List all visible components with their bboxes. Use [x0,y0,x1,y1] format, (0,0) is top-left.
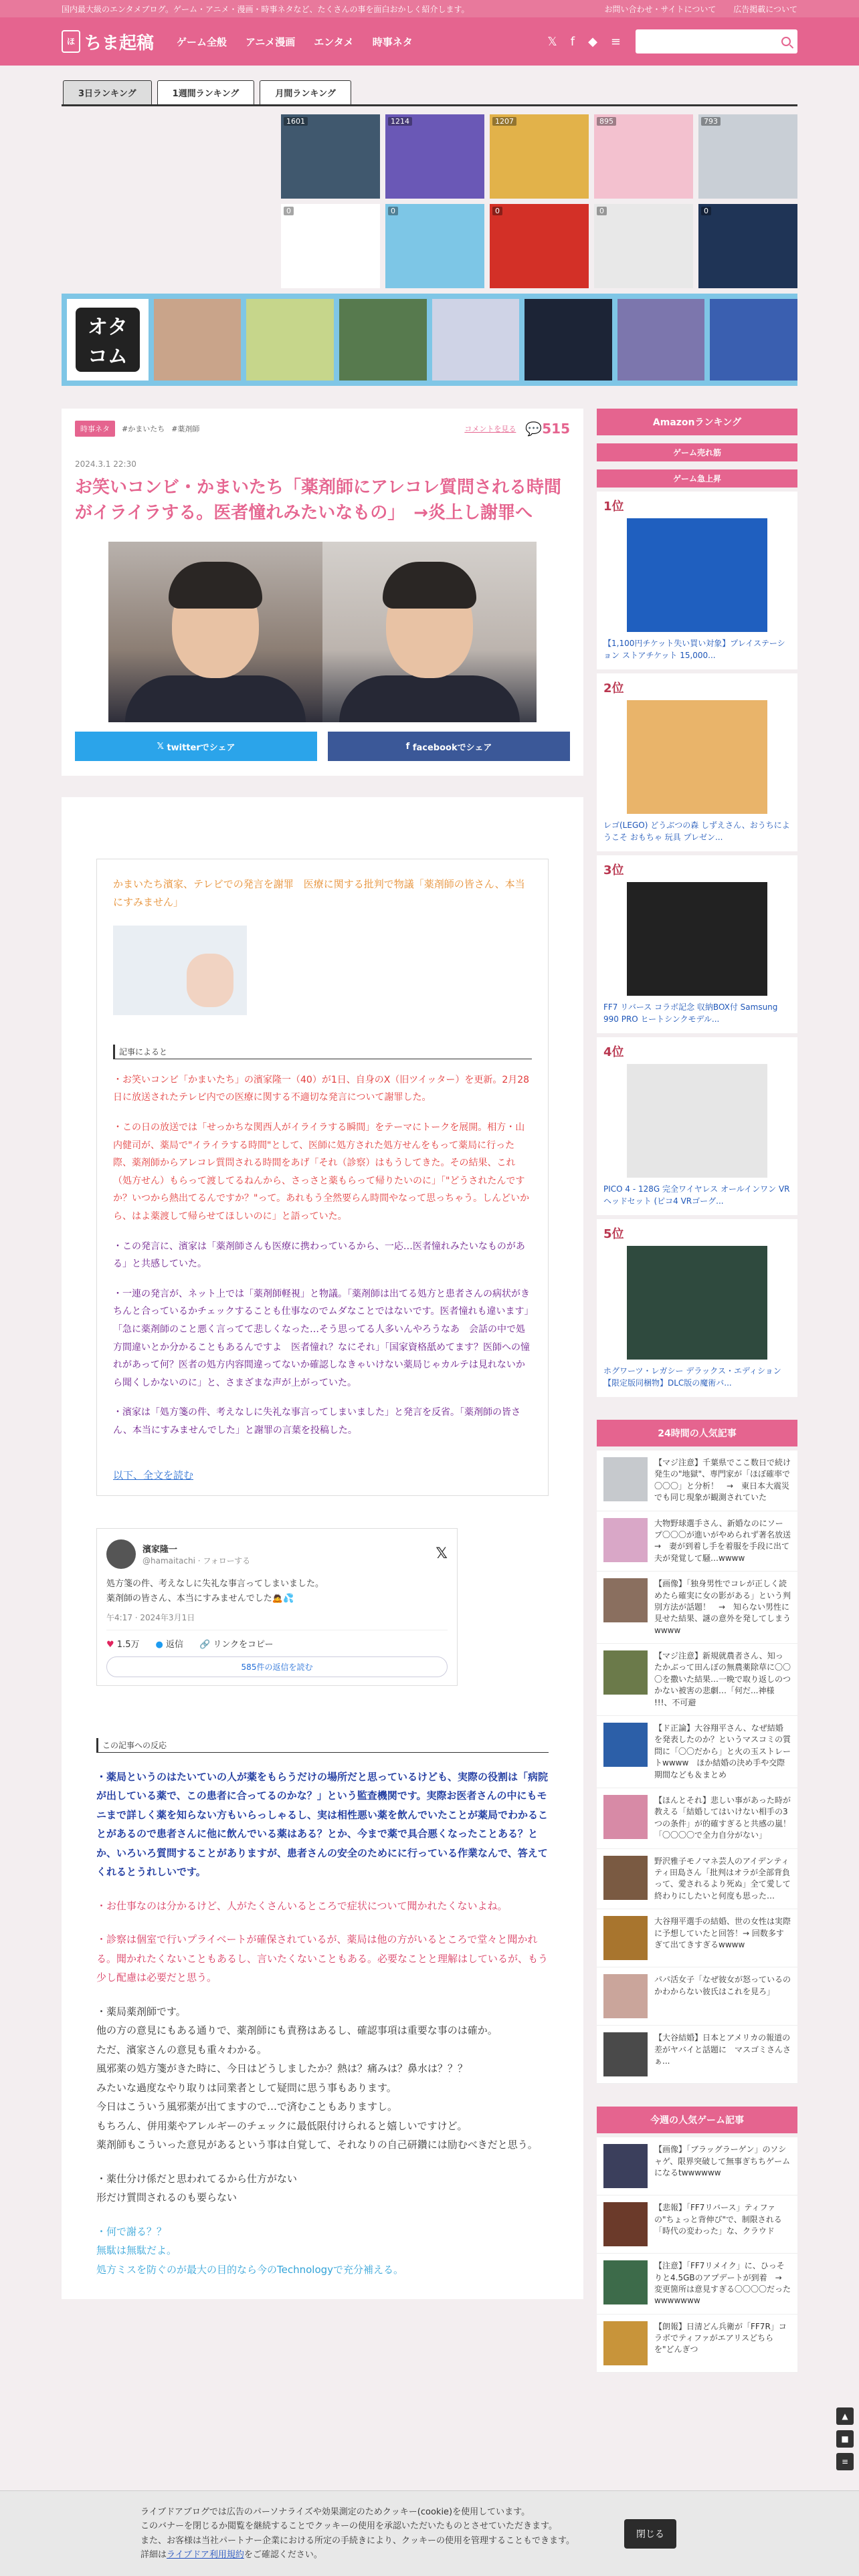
comment-count: 💬515 [525,421,570,437]
article-thumb [603,1518,648,1562]
product-title[interactable]: PICO 4 - 128G 完全ワイヤレス オールインワン VRヘッドセット (ピコ4 VRゴーグ... [603,1184,790,1206]
ranking-thumb[interactable] [490,114,589,199]
reaction-label: この記事への反応 [96,1738,549,1753]
popular-block [597,1420,797,2084]
article-link[interactable]: パパ活女子「なぜ彼女が怒っているのかわからない彼氏はこれを見ろ」 [654,1975,791,1996]
amazon-items [597,492,797,1397]
amazon-item[interactable] [597,492,797,669]
facebook-icon: f [405,741,413,752]
view-count: 0 [597,207,607,215]
list-item[interactable] [597,2254,797,2315]
product-title[interactable]: レゴ(LEGO) どうぶつの森 しずえさん、おうちにようこそ おもちゃ 玩具 プレゼン... [603,821,790,842]
comment-link[interactable]: コメントを見る [464,425,516,433]
list-item[interactable] [597,1909,797,1967]
twitter-share-button[interactable]: 𝕏 twitterでシェア [75,732,317,761]
article-link[interactable]: 大物野球選手さん、新婚なのにソープ〇〇〇が進いがやめられず著名放送 → 妻が到着し手を着服を手段に出て夫が発覚して騒…wwww [654,1518,799,1563]
heart-icon: ♥ [106,1639,114,1650]
list-item[interactable] [597,2195,797,2254]
read-replies-button[interactable]: 585件の返信を読む [106,1656,448,1677]
list-item[interactable] [597,1511,797,1572]
article-link[interactable]: 【マジ注意】千葉県でここ数日で続け発生の"地獄"、専門家が「ほぼ確率で〇〇〇」と分析！ → 東日本大震災でも同じ現象が観測されていた [654,1458,791,1503]
article-thumb [603,1856,648,1900]
search-input[interactable] [642,37,781,47]
article-link[interactable]: 【ほんとそれ】悲しい事があった時が教える「結婚してはいけない相手の3つの条件」が的確すぎると共感の嵐！「〇〇〇〇で全力自分がない」 [654,1795,791,1840]
article-thumb [603,1795,648,1839]
product-image[interactable] [627,1064,767,1178]
read-more-link[interactable]: 以下、全文を読む [113,1469,194,1481]
tab-game-bestseller[interactable]: ゲーム売れ筋 [597,443,797,461]
embedded-tweet[interactable] [96,1528,458,1686]
list-item[interactable] [597,1967,797,2026]
cookie-close-button[interactable]: 閉じる [624,2519,676,2549]
amazon-item[interactable] [597,673,797,851]
cookie-text: ライブドアブログでは広告のパーソナライズや効果測定のためクッキー(cookie)を使用しています。 このバナーを閉じるか閲覧を継続することでクッキーの使用を承認いただいたものとさせていただきます。 また、お客様は当社パートナー企業における所定の手続きにより、クッキーの使用を管理することもできます。 詳細はライブドア利用規約をご確認ください。 [140,2506,575,2560]
hero-photo-left [108,542,322,722]
game-articles-title: 今週の人気ゲーム記事 [597,2107,797,2133]
share-buttons [75,732,570,761]
article-link[interactable]: 大谷翔平選手の結婚、世の女性は実際に予想していたと回答！→ 回数多すぎて出てきすぎるwwww [654,1917,791,1949]
search-box[interactable] [636,29,797,53]
product-title[interactable]: FF7 リバース コラボ記念 収納BOX付 Samsung 990 PRO ヒートシンクモデル... [603,1002,778,1024]
product-image[interactable] [627,882,767,996]
view-count: 895 [597,117,616,126]
rss-icon[interactable]: ≡ [610,34,621,49]
article-header-card [62,409,583,776]
reaction-comment: ・薬局というのはたいていの人が薬をもらうだけの場所だと思っているけども、実際の役割は「病院が出している薬で、この患者に合ってるのかな？」という監査機関です。実際お医者さんの中にもモニまで詳しく薬を知らない方もいらっしゃるし、実は相性悪い薬を飲んでいたことが薬局でわかることがあるので患者さんに他に飲んでいる薬はある？とか、今まで薬で具合悪くなったことある？とか、いろいろ質問することがありますが、患者さんの安全のためにに行っている作業なんで、答えてくれるとうれしいです。 [96,1770,549,1879]
amazon-rank: 1位 [603,500,624,514]
ranking-tabs [62,80,797,106]
ranking-thumb[interactable] [432,299,520,381]
amazon-rank: 2位 [603,681,624,695]
ranking-thumbs [62,114,797,386]
cookie-banner [0,2490,859,2576]
view-count: 0 [492,207,502,215]
article-bullet: ・この発言に、濱家は「薬剤師さんも医療に携わっているから、一応…医者憧れみたいなものがある」と共感していた。 [113,1241,525,1270]
ranking-thumb[interactable] [710,299,797,381]
category-badge[interactable]: 時事ネタ [75,421,115,437]
reaction-comment: ・何で謝る？？ 無駄は無駄だよ。 処方ミスを防ぐのが最大の目的なら今のTechnologyで充分補える。 [96,2225,404,2276]
article-link[interactable]: 【画像】「独身男性でコレが正しく読めたら確実に女の影がある」という判別方法が話題！ → 知らない男性に見せた結果、謎の意外を発してしまうwwww [654,1579,791,1635]
article-link[interactable]: 【大谷結婚】日本とアメリカの報道の差がヤバイと話題に マスゴミさんさぁ... [654,2033,791,2066]
ranking-thumb[interactable] [524,299,612,381]
list-item[interactable] [597,1849,797,1910]
game-articles-block [597,2107,797,2373]
tag-pharmacist[interactable]: #薬剤師 [171,425,200,433]
tweet-text: 処方箋の件、考えなしに失礼な事言ってしまいました。 薬剤師の皆さん、本当にすみませんでした🙇💦 [106,1578,324,1604]
list-item[interactable] [597,1644,797,1716]
article-bullet: ・この日の放送では「せっかちな関西人がイライラする瞬間」をテーマにトークを展開。相方・山内健司が、薬局で"イライラする時間"として、医師に処方された処方せんをもって薬局に行った際、薬剤師からアレコレ質問される時間をあげ「それ（診察）はもうしてきた。その結果、これ（処方せん）もらって渡してるねんから、さっさと薬もらって帰りたいのに」「"どうされたんですか？いつから熱出てるんですか？"って。あれもう全然要らん時間やなって思っちゃう。しんどいから、はよ薬渡して帰らせてほしいのに」と語っていた。 [113,1122,530,1222]
list-item[interactable] [597,2315,797,2373]
top-strip [0,0,859,17]
article-bullets [113,1071,532,1440]
logo-text: ちま起稿 [84,33,155,53]
ranking-thumb[interactable] [385,114,484,199]
reply-icon: ● [155,1639,163,1650]
sidebar [597,409,797,2373]
ranking-row-1 [281,114,797,199]
view-count: 1207 [492,117,516,126]
reaction-comment: ・診察は個室で行いプライベートが確保されているが、薬局は他の方がいるところで堂々と聞かれる。聞かれたくないこともあるし、言いたくないこともある。必要なことと理解はしているが、もう少し配慮は必要だと思う。 [96,1933,549,1984]
tweet-time[interactable]: 午4:17 · 2024年3月1日 [106,1612,448,1630]
amazon-rank: 3位 [603,863,624,877]
facebook-share-button[interactable]: f facebookでシェア [328,732,570,761]
view-count: 0 [284,207,294,215]
list-item[interactable] [597,2137,797,2195]
social-icons [547,35,621,49]
article-thumb [603,2032,648,2076]
avatar [106,1539,136,1569]
hatena-icon[interactable]: ◆ [588,34,597,49]
site-tagline: 国内最大級のエンタメブログ。ゲーム・アニメ・漫画・時事ネタなど、たくさんの事を面白おかしく紹介します。 [62,4,470,14]
article-bullet: ・濱家は「処方箋の件、考えなしに失礼な事言ってしまいました」と発言を反省。「薬剤師の皆さん、本当にすみませんでした」と謝罪の言葉を投稿した。 [113,1407,520,1436]
comment-icon[interactable]: ■ [836,2430,854,2448]
article-thumb [603,1974,648,2018]
section-label: 記事によると [113,1045,532,1059]
lead-text: かまいたち濱家、テレビでの発言を謝罪 医療に関する批判で物議「薬剤師の皆さん、本当にすみません」 [113,878,525,908]
tweet-actions [106,1637,448,1650]
source-image [113,926,247,1015]
product-title[interactable]: 【1,100円チケット失い買い対象】プレイステーション ストアチケット 15,000... [603,639,785,660]
view-count: 0 [388,207,398,215]
logo-mark: ほ [62,30,80,53]
list-item[interactable] [597,1788,797,1849]
x-logo-icon[interactable]: 𝕏 [436,1545,448,1563]
reaction-comment: ・薬仕分け係だと思われてるから仕方がない 形だけ質問されるのも要らない [96,2172,298,2204]
view-count: 793 [701,117,721,126]
game-articles-list [597,2137,797,2373]
list-item[interactable] [597,1451,797,1511]
article-title: お笑いコンビ・かまいたち「薬剤師にアレコレ質問される時間がイライラする。医者憧れみたいなもの」 →炎上し謝罪へ [75,477,561,523]
otacom-mark: オタ コム [76,308,140,372]
tweet-header [106,1539,448,1569]
site-logo[interactable] [62,29,154,54]
contact-link[interactable]: お問い合わせ・サイトについて [604,4,717,14]
ranking-thumb[interactable] [385,204,484,288]
amazon-ranking-title: Amazonランキング [597,409,797,435]
quote-box [96,859,549,1495]
article-thumb [603,2202,648,2246]
article-thumb [603,2144,648,2188]
article-link[interactable]: 【朗報】日清どん兵衛が「FF7R」コラボでティファがエアリスどちらを"どんぎつ [654,2321,787,2355]
article-column [62,409,583,2299]
facebook-icon[interactable]: f [570,34,575,49]
main-layout [62,409,797,2373]
ranking-thumb[interactable] [154,299,242,381]
article-link[interactable]: 【注意】「FF7リメイク」に、ひっそりと4.5GBのアプデートが到着 → 変更箇所は意見すぎる〇〇〇〇だったwwwwwww [654,2261,791,2306]
product-title[interactable]: ホグワーツ・レガシー デラックス・エディション【限定版同梱物】DLC版の魔術バ... [603,1366,781,1388]
article-date: 2024.3.1 22:30 [75,459,136,469]
article-thumb [603,1723,648,1767]
article-thumb [603,2260,648,2304]
tab-1week[interactable]: 1週間ランキング [157,80,255,104]
ranking-row-3 [62,294,797,386]
scroll-top-icon[interactable]: ▲ [836,2407,854,2425]
view-count: 1214 [388,117,412,126]
article-link[interactable]: 【マジ注意】新規就農者さん、知ったかぶって田んぼの無農薬除草に〇〇〇を撒いた結果…一晩で取り返しのつかない被害の悲劇…「何だ...神様 !!!、不可避 [654,1651,791,1707]
amazon-rank: 5位 [603,1227,624,1241]
tweet-handle[interactable]: @hamaitachi · フォローする [142,1555,251,1566]
tab-3day[interactable]: 3日ランキング [63,80,152,104]
reaction-comment: ・薬局薬剤師です。 他の方の意見にもある通りで、薬剤師にも責務はあるし、確認事項は重要な事のは確か。 ただ、濱家さんの意見も重々わかる。 風邪薬の処方箋がきた時に、今日はどうしましたか？熱は？痛みは？鼻水は？？？ みたいな過度なやり取りは同業者として疑問に思う事もあります。 今日はこういう風邪薬が出てますので…で済むこともありますし。 もちろん、併用薬やアレルギーのチェックに最低限付けられると嬉しいですけど。 薬剤師もこういった意見があるという事は自覚して、それなりの自己研鑽には励むべきだと思う。 [96,2005,538,2151]
product-image[interactable] [627,1246,767,1360]
article-body [62,797,583,2299]
article-thumb [603,1650,648,1695]
tag-kamaitachi[interactable]: #かまいたち [122,425,165,433]
reply-button[interactable]: ● 返信 [155,1639,183,1650]
nav-anime[interactable]: アニメ漫画 [246,35,296,48]
article-thumb [603,1578,648,1622]
nav-entame[interactable]: エンタメ [314,35,354,48]
amazon-item[interactable] [597,1219,797,1397]
ranking-thumb[interactable] [281,204,380,288]
otacom-logo[interactable] [67,299,149,381]
ranking-thumb[interactable] [698,204,797,288]
main-nav [177,35,413,49]
ranking-area [62,66,797,386]
copy-link-button[interactable]: 🔗 リンクをコピー [199,1639,274,1650]
ads-link[interactable]: 広告掲載について [733,4,797,14]
menu-icon[interactable]: ≡ [836,2453,854,2470]
amazon-rank: 4位 [603,1045,624,1059]
reactions-list [96,1767,549,2280]
article-thumb [603,2321,648,2365]
list-item[interactable] [597,2026,797,2084]
twitter-icon[interactable]: 𝕏 [547,34,557,49]
article-meta [75,421,570,437]
article-thumb [603,1457,648,1501]
product-image[interactable] [627,518,767,632]
reaction-comment: ・お仕事なのは分かるけど、人がたくさんいるところで症状について聞かれたくないよね。 [96,1899,508,1912]
ranking-thumb[interactable] [594,114,693,199]
view-count: 1601 [284,117,308,126]
hero-photo-right [322,542,537,722]
list-item[interactable] [597,1716,797,1788]
article-link[interactable]: 野沢雅子モノマネ芸人のアイデンティティ田島さん「批判はオラが全部背負って、愛されるより死ぬ」全て愛して終わりにしたいと何度も思った… [654,1856,791,1901]
ranking-thumb[interactable] [281,114,380,199]
popular-title: 24時間の人気記事 [597,1420,797,1446]
article-link[interactable]: 【ド正論】大谷翔平さん、なぜ結婚を発表したのか？というマスコミの質問に「〇〇だから」と火の玉ストレートwwww ほか結婚の決め手や交際期間なども＆まとめ [654,1723,791,1780]
popular-list [597,1451,797,2084]
product-image[interactable] [627,700,767,814]
view-count: 0 [701,207,711,215]
site-header [0,17,859,66]
article-link[interactable]: 【悲報】「FF7リバース」ティファの"ちょっと背伸び"で、制限される「時代の変わった」な、クラウド [654,2203,782,2236]
search-icon[interactable] [781,37,791,46]
floating-buttons [836,2407,854,2470]
amazon-item[interactable] [597,855,797,1033]
ranking-thumb[interactable] [698,114,797,199]
top-links [589,3,797,15]
twitter-icon: 𝕏 [157,741,167,752]
article-bullet: ・お笑いコンビ「かまいたち」の濱家隆一（40）が1日、自身のX（旧ツイッター）を更新。2月28日に放送されたテレビ内での医療に関する不適切な発言について謝罪した。 [113,1074,530,1103]
article-link[interactable]: 【画像】「ブラッグラーゲン」のソシャゲ、限界突破して無事ぎちちゲームになるtwwwwww [654,2145,791,2177]
ranking-thumb[interactable] [594,204,693,288]
ranking-thumb[interactable] [617,299,705,381]
ranking-thumb[interactable] [490,204,589,288]
ranking-thumb[interactable] [246,299,334,381]
like-button[interactable]: ♥ 1.5万 [106,1639,140,1650]
ranking-thumb[interactable] [339,299,427,381]
ranking-row-2 [281,204,797,288]
terms-link[interactable]: ライブドア利用規約 [167,2549,244,2560]
amazon-item[interactable] [597,1037,797,1215]
article-bullet: ・一連の発言が、ネット上では「薬剤師軽視」と物議。「薬剤師は出てる処方と患者さんの病状がきちんと合っているかチェックすることも仕事なのでムダなことではないです。医者憧れも違います」「急に薬剤師のこと悪く言ってて悲しくなった…そう思ってる人多いんやろうなあ 会話の中で処方間違いとか分かることもあるんですよ 医者憧れ？なにそれ」「国家資格舐めてます？医師への憧れがあって何？医者の処方内容間違ってないか確認しなきゃいけない薬局じゃカルテは見れないから聞くしかないのに」と、さまざまな声が上がっていた。 [113,1288,530,1388]
article-thumb [603,1916,648,1960]
tab-monthly[interactable]: 月間ランキング [260,80,351,104]
hero-image [108,542,537,722]
link-icon: 🔗 [199,1639,211,1650]
list-item[interactable] [597,1572,797,1644]
tab-game-rising[interactable]: ゲーム急上昇 [597,469,797,488]
nav-game[interactable]: ゲーム全般 [177,35,227,48]
tweet-author: 濱家隆一 [142,1544,178,1555]
nav-news[interactable]: 時事ネタ [372,35,413,48]
